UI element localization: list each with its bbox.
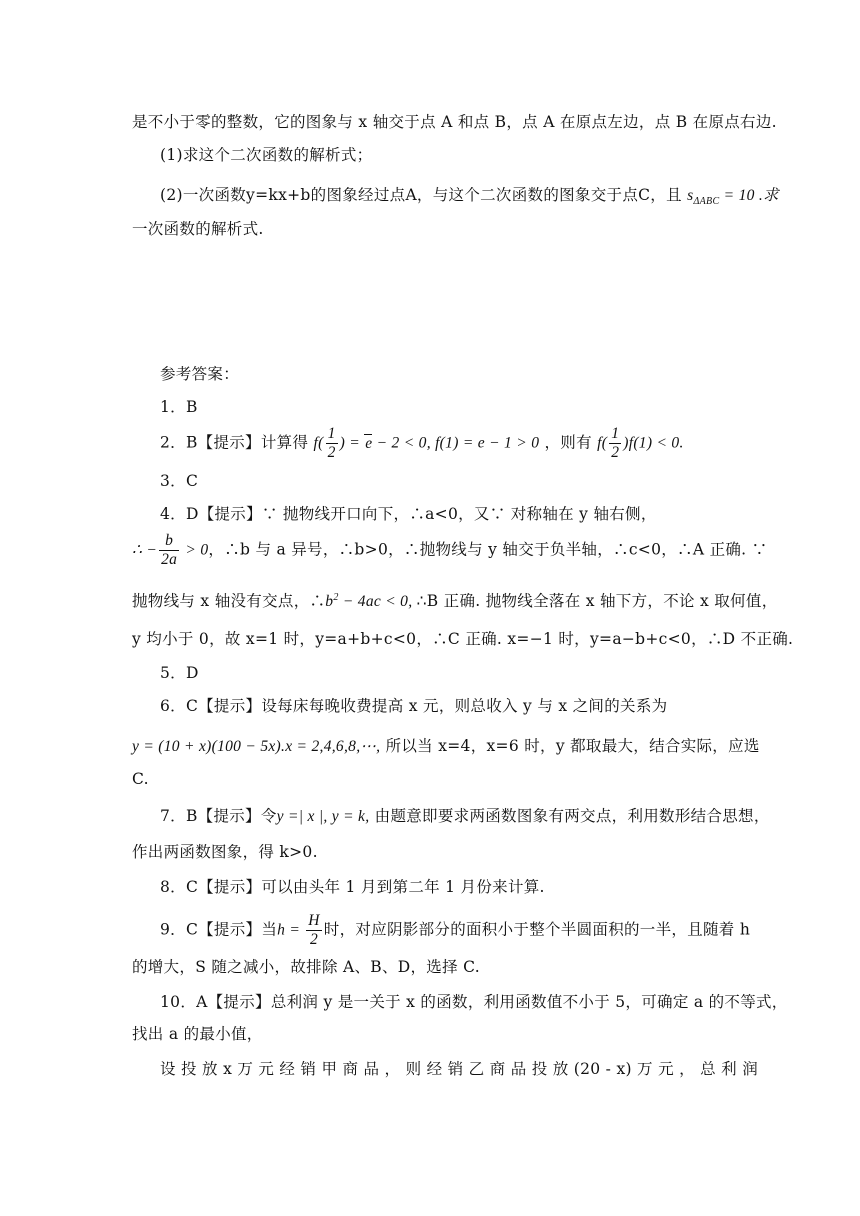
answer-6-line-3: C. (132, 770, 149, 788)
problem-part-2-cont: 一次函数的解析式. (132, 220, 264, 238)
answer-1: 1．B (160, 398, 198, 416)
answer-10-line-1: 10．A【提示】总利润 y 是一关于 x 的函数，利用函数值不小于 5，可确定 a 的不等式， (160, 993, 788, 1011)
answer-4-line-1: 4．D【提示】∵ 抛物线开口向下，∴a<0，又∵ 对称轴在 y 轴右侧， (160, 505, 657, 523)
answer-8: 8．C【提示】可以由头年 1 月到第二年 1 月份来计算. (160, 878, 545, 896)
answer-10-line-3: 设 投 放 x 万 元 经 销 甲 商 品 ， 则 经 销 乙 商 品 投 放 (20 - x) 万 元 ， 总 利 润 (160, 1060, 758, 1078)
answer-7-line-1: 7．B【提示】令y =| x |, y = k, 由题意即要求两函数图象有两交点，利用数形结合思想， (160, 807, 770, 825)
problem-part-2-text: (2)一次函数y=kx+b的图象经过点A，与这个二次函数的图象交于点C，且 (160, 186, 682, 204)
answer-9-line-1: 9．C【提示】当h = $\frac{H}{2}$ 时，对应阴影部分的面积小于整个半圆面积的一半，且随着 h (160, 912, 751, 948)
answer-3: 3．C (160, 472, 199, 490)
problem-part-2 (160, 183, 779, 214)
answer-10-line-2: 找出 a 的最小值， (132, 1025, 263, 1043)
answer-2: 2．B【提示】计算得 f( $\frac{1}{2}$ ) = e − 2 < 0, f(1) = e − 1 > 0 ，则有 f( $\frac{1}{2}$ )f(1) < 0. (160, 425, 684, 461)
answer-9-line-2: 的增大，S 随之减小，故排除 A、B、D，选择 C. (132, 958, 480, 976)
area-symbol: $s_{\Delta ABC}$ (687, 187, 720, 208)
answer-6-line-2: y = (10 + x)(100 − 5x).x = 2,4,6,8,⋯, 所以当 x=4，x=6 时，y 都取最大，结合实际，应选 (132, 737, 760, 755)
problem-part-1: (1)求这个二次函数的解析式； (160, 146, 373, 164)
answer-4-line-4: y 均小于 0，故 x=1 时，y=a+b+c<0，∴C 正确. x=−1 时，y=a−b+c<0，∴D 不正确. (132, 630, 794, 648)
area-value: = 10 .求 (719, 187, 779, 204)
answer-7-line-2: 作出两函数图象，得 k>0. (132, 843, 318, 861)
answers-heading: 参考答案： (160, 365, 240, 383)
answer-4-line-3: 抛物线与 x 轴没有交点，$\therefore b^2 - 4ac < 0$, ∴B 正确. 抛物线全落在 x 轴下方，不论 x 取何值， (132, 592, 778, 611)
problem-line-1: 是不小于零的整数，它的图象与 x 轴交于点 A 和点 B，点 A 在原点左边，点 B 在原点右边. (132, 113, 777, 131)
answer-6-line-1: 6．C【提示】设每床每晚收费提高 x 元，则总收入 y 与 x 之间的关系为 (160, 697, 668, 715)
answer-5: 5．D (160, 664, 199, 682)
answer-4-line-2: ∴ − $\frac{b}{2a}$ > 0，∴b 与 a 异号，∴b>0，∴抛物线与 y 轴交于负半轴，∴c<0，∴A 正确. ∵ (132, 532, 768, 568)
